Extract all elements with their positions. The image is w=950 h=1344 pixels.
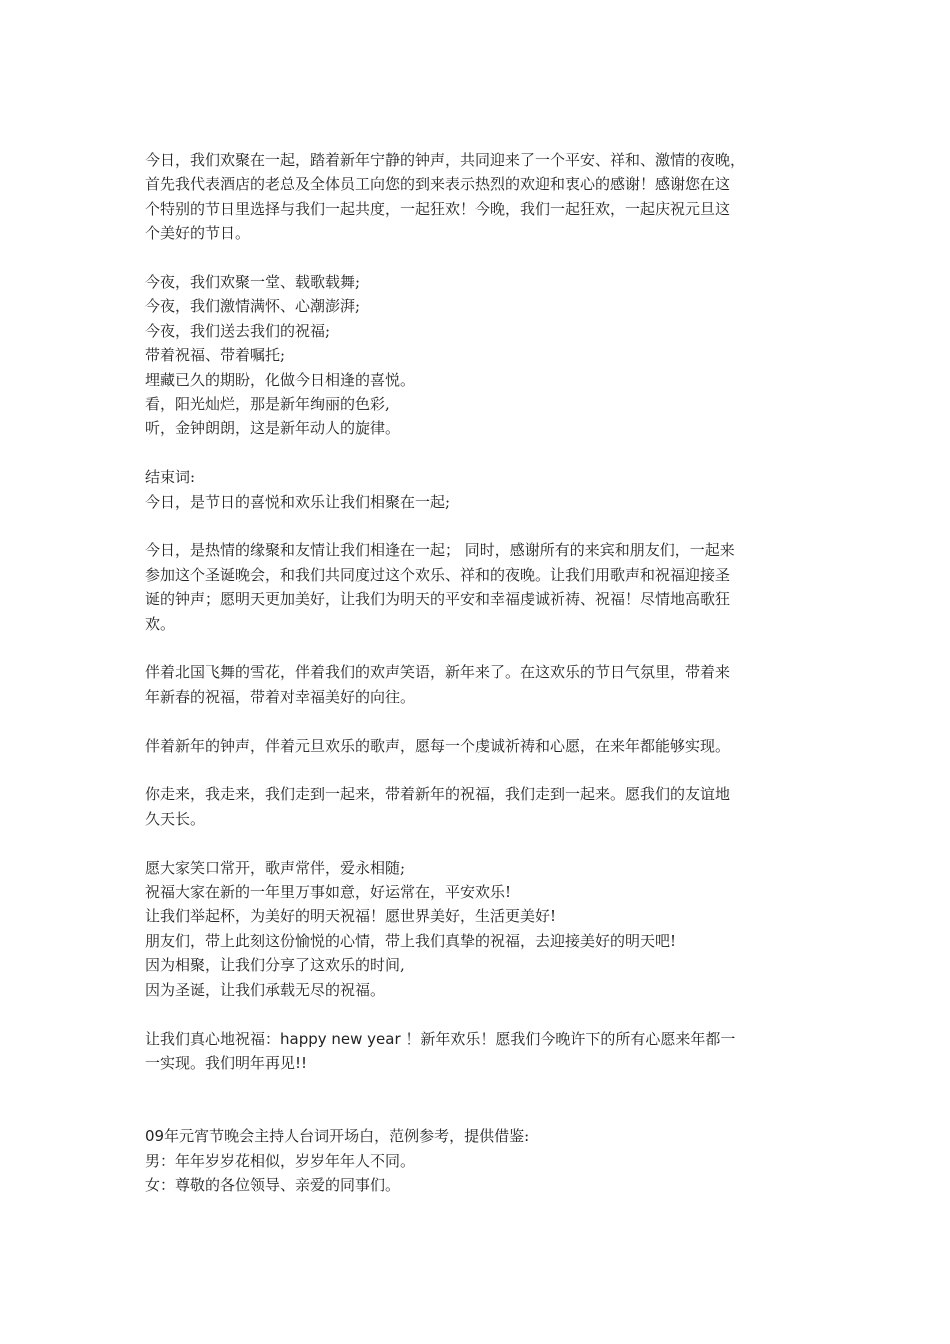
- lantern-year: 09: [145, 1127, 165, 1146]
- final-wish-line2: 一实现。我们明年再见: [145, 1053, 296, 1072]
- text-line: 参加这个圣诞晚会，和我们共同度过这个欢乐、祥和的夜晚。让我们用歌声和祝福迎接圣: [145, 565, 731, 584]
- section-heading: 结束词:: [145, 468, 196, 487]
- text-line: 伴着新年的钟声，伴着元旦欢乐的歌声，愿每一个虔诚祈祷和心愿，在来年都能够实现。: [145, 736, 731, 755]
- intro-paragraph: [145, 148, 815, 246]
- bell-paragraph: [145, 734, 815, 758]
- document-body: [145, 148, 815, 1197]
- final-wish-prefix: 让我们真心地祝福：: [145, 1029, 281, 1048]
- text-line: 诞的钟声；愿明天更加美好，让我们为明天的平安和幸福虔诚祈祷、祝福！尽情地高歌狂: [145, 590, 731, 609]
- section-heading: [145, 1124, 815, 1148]
- tonight-verse: [145, 270, 815, 441]
- lantern-title: 年元宵节晚会主持人台词开场白，范例参考，提供借鉴:: [164, 1127, 530, 1146]
- text-line: [145, 1027, 815, 1051]
- snow-paragraph: [145, 660, 815, 709]
- together-paragraph: [145, 782, 815, 831]
- verse-line: 今夜，我们欢聚一堂、载歌载舞;: [145, 273, 361, 292]
- verse-line: 因为相聚，让我们分享了这欢乐的时间,: [145, 956, 405, 975]
- final-wish-paragraph: [145, 1027, 815, 1076]
- text-line: 个特别的节日里选择与我们一起共度，一起狂欢！今晚，我们一起狂欢，一起庆祝元旦这: [145, 199, 731, 218]
- verse-line: 祝福大家在新的一年里万事如意，好运常在，平安欢乐!: [145, 883, 512, 902]
- verse-line: 看，阳光灿烂，那是新年绚丽的色彩,: [145, 395, 390, 414]
- text-line: 欢。: [145, 614, 176, 633]
- passion-paragraph: [145, 538, 815, 636]
- text-line: 久天长。: [145, 809, 206, 828]
- text-line: 今日，我们欢聚在一起，踏着新年宁静的钟声，共同迎来了一个平安、祥和、激情的夜晚，: [145, 151, 746, 169]
- text-line: 你走来，我走来，我们走到一起来，带着新年的祝福，我们走到一起来。愿我们的友谊地: [145, 785, 731, 804]
- final-wish-exclaim: !!: [295, 1053, 308, 1072]
- spacer: [145, 1100, 815, 1124]
- dialogue-line: 男：年年岁岁花相似，岁岁年年人不同。: [145, 1151, 416, 1170]
- text-line: 今日，是热情的缘聚和友情让我们相逢在一起； 同时，感谢所有的来宾和朋友们，一起来: [145, 541, 735, 560]
- verse-line: 今夜，我们送去我们的祝福;: [145, 321, 331, 340]
- wish-verse: [145, 856, 815, 1002]
- verse-line: 听，金钟朗朗，这是新年动人的旋律。: [145, 419, 401, 438]
- text-line: 首先我代表酒店的老总及全体员工向您的到来表示热烈的欢迎和衷心的感谢！感谢您在这: [145, 175, 731, 194]
- verse-line: 因为圣诞，让我们承载无尽的祝福。: [145, 980, 386, 999]
- closing-heading: [145, 465, 815, 514]
- text-line: [145, 1051, 815, 1075]
- verse-line: 愿大家笑口常开，歌声常伴，爱永相随;: [145, 858, 406, 877]
- text-line: 年新春的祝福，带着对幸福美好的向往。: [145, 687, 416, 706]
- lantern-section: [145, 1124, 815, 1197]
- verse-line: 带着祝福、带着嘱托;: [145, 346, 286, 365]
- verse-line: 朋友们，带上此刻这份愉悦的心情，带上我们真挚的祝福，去迎接美好的明天吧!: [145, 931, 677, 950]
- verse-line: 埋藏已久的期盼，化做今日相逢的喜悦。: [145, 370, 416, 389]
- text-line: 个美好的节日。: [145, 224, 251, 243]
- final-wish-suffix: 新年欢乐！愿我们今晚许下的所有心愿来年都一: [420, 1029, 736, 1048]
- final-wish-latin: happy new year ！: [280, 1029, 421, 1048]
- text-line: 今日，是节日的喜悦和欢乐让我们相聚在一起;: [145, 492, 451, 511]
- dialogue-line: 女：尊敬的各位领导、亲爱的同事们。: [145, 1175, 401, 1194]
- verse-line: 让我们举起杯，为美好的明天祝福！愿世界美好，生活更美好!: [145, 907, 557, 926]
- verse-line: 今夜，我们激情满怀、心潮澎湃;: [145, 297, 361, 316]
- text-line: 伴着北国飞舞的雪花，伴着我们的欢声笑语，新年来了。在这欢乐的节日气氛里，带着来: [145, 663, 731, 682]
